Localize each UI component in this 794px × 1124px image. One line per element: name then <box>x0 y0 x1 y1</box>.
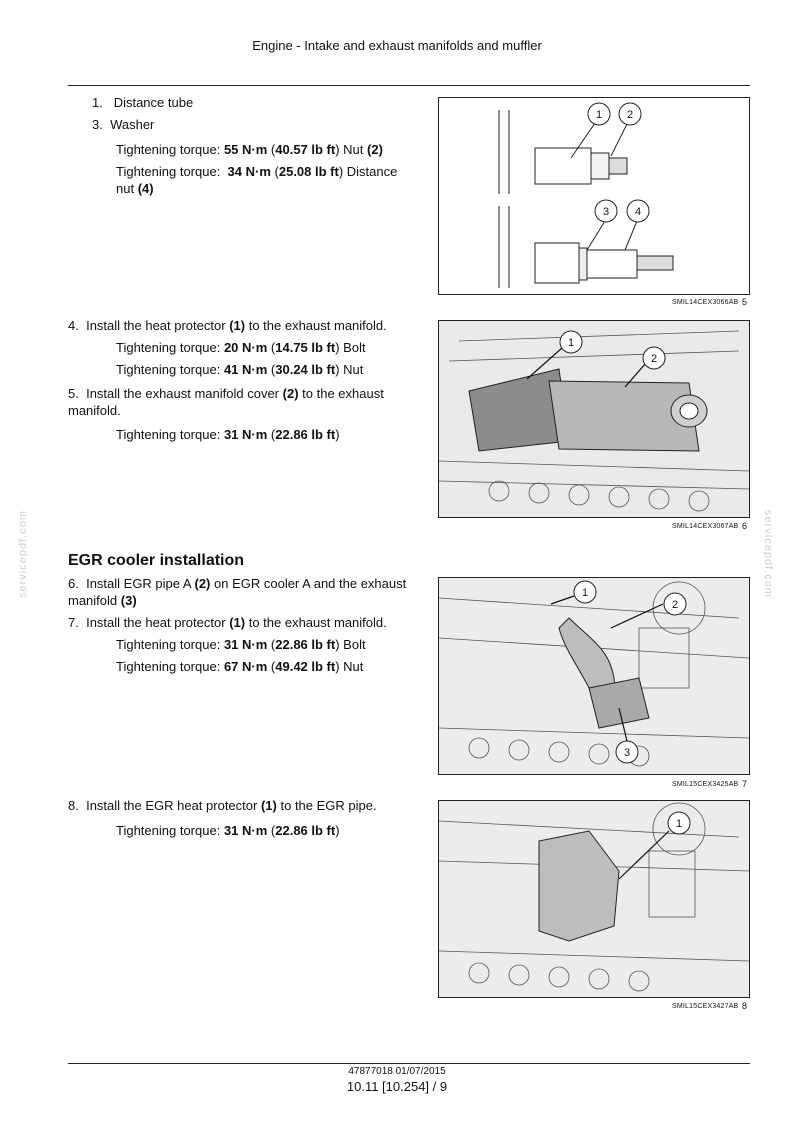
figure-7-callout-2: 2 <box>671 599 679 611</box>
figure-6-exhaust-manifold-illustration <box>438 320 750 518</box>
figure-7-callout-1: 1 <box>581 587 589 599</box>
step-7: 7. Install the heat protector (1) to the exhaust manifold. <box>68 615 387 630</box>
torque-spec: Tightening torque: 20 N·m (14.75 lb ft) Bolt <box>116 340 366 355</box>
figure-8-number: 8 <box>742 1001 748 1011</box>
figure-7-egr-pipe-illustration <box>438 577 750 775</box>
step-8: 8. Install the EGR heat protector (1) to the EGR pipe. <box>68 798 377 813</box>
figure-6-number: 6 <box>742 521 748 531</box>
figure-5-callout-1: 1 <box>595 109 603 121</box>
list-item-1: 1. Distance tube <box>92 95 194 110</box>
figure-5-number: 5 <box>742 297 748 307</box>
page-header-title: Engine - Intake and exhaust manifolds and muffler <box>252 38 542 53</box>
header-rule <box>68 85 750 86</box>
list-item-3: 3. Washer <box>92 117 155 132</box>
step-5: 5. Install the exhaust manifold cover (2) to the exhaust manifold. <box>68 386 384 418</box>
watermark-right: servicepdf.com <box>762 510 774 598</box>
watermark-left: servicepdf.com <box>17 510 29 598</box>
section-heading: EGR cooler installation <box>68 552 245 569</box>
torque-spec: Tightening torque: 41 N·m (30.24 lb ft) Nut <box>116 362 364 377</box>
torque-spec: Tightening torque: 31 N·m (22.86 lb ft) <box>116 427 340 442</box>
torque-spec: Tightening torque: 55 N·m (40.57 lb ft) Nut (2) <box>116 142 383 157</box>
footer-rule <box>68 1063 750 1064</box>
figure-8-egr-heat-protector-illustration <box>438 800 750 998</box>
torque-spec: Tightening torque: 31 N·m (22.86 lb ft) <box>116 823 340 838</box>
figure-6-callout-1: 1 <box>567 337 575 349</box>
figure-8-callout-1: 1 <box>675 818 683 830</box>
figure-5-callout-2: 2 <box>626 109 634 121</box>
figure-6-code: SMIL14CEX3067AB <box>672 523 739 530</box>
footer-page-number: 10.11 [10.254] / 9 <box>346 1079 448 1094</box>
footer-doc-id: 47877018 01/07/2015 <box>348 1066 446 1077</box>
figure-7-code: SMIL15CEX3425AB <box>672 781 739 788</box>
figure-5-callout-4: 4 <box>634 206 642 218</box>
figure-5-callout-3: 3 <box>602 206 610 218</box>
figure-5-distance-tube-illustration <box>438 97 750 295</box>
figure-7-number: 7 <box>742 779 748 789</box>
torque-spec: Tightening torque: 67 N·m (49.42 lb ft) Nut <box>116 659 364 674</box>
figure-8-code: SMIL15CEX3427AB <box>672 1003 739 1010</box>
figure-5-code: SMIL14CEX3066AB <box>672 299 739 306</box>
torque-spec: Tightening torque: 34 N·m (25.08 lb ft) Distance nut (4) <box>116 164 398 196</box>
torque-spec: Tightening torque: 31 N·m (22.86 lb ft) Bolt <box>116 637 366 652</box>
figure-7-callout-3: 3 <box>623 747 631 759</box>
figure-6-callout-2: 2 <box>650 353 658 365</box>
step-6: 6. Install EGR pipe A (2) on EGR cooler A and the exhaust manifold (3) <box>68 576 407 608</box>
step-4: 4. Install the heat protector (1) to the exhaust manifold. <box>68 318 387 333</box>
